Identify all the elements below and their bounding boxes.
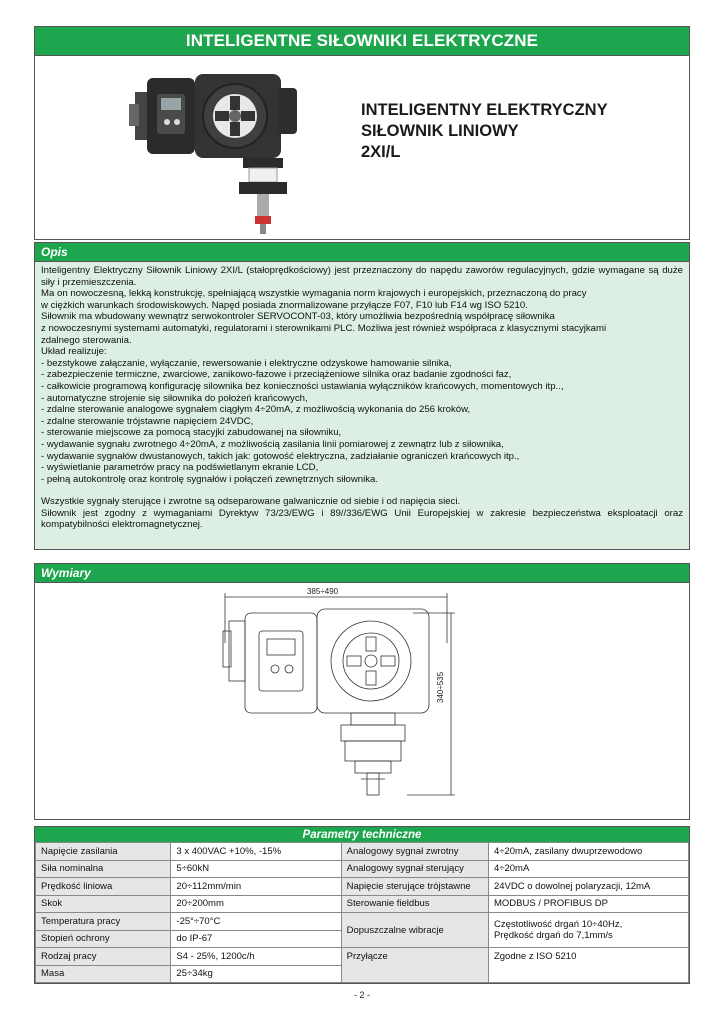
- hero-title-line: INTELIGENTNY ELEKTRYCZNY: [361, 101, 608, 119]
- param-value: S4 - 25%, 1200c/h: [171, 948, 341, 966]
- param-value: 20÷112mm/min: [171, 878, 341, 896]
- param-label: Rodzaj pracy: [36, 948, 171, 966]
- hero-section: [34, 56, 690, 240]
- hero-title: [361, 100, 608, 163]
- opis-line: - sterowanie miejscowe za pomocą stacyjki zabudowanej na siłowniku,: [41, 427, 342, 439]
- param-value: 24VDC o dowolnej polaryzacji, 12mA: [488, 878, 688, 896]
- table-row: [36, 843, 689, 861]
- param-label: Skok: [36, 895, 171, 913]
- opis-body: [34, 262, 690, 550]
- param-label: Siła nominalna: [36, 860, 171, 878]
- actuator-photo: [127, 70, 307, 240]
- wymiary-heading: Wymiary: [41, 566, 91, 580]
- opis-intro: Inteligentny Elektryczny Siłownik Liniowy 2XI/L (stałoprędkościowy) jest przeznaczony do napędu zaworów regulacyjnych, gdzie wymagane są duże siły i przemieszczenia.: [41, 265, 683, 288]
- opis-line: w ciężkich warunkach środowiskowych. Napęd posiada znormalizowane przyłącze F07, F10 lub F14 wg ISO 5210.: [41, 299, 528, 311]
- opis-line: - wydawanie sygnału zwrotnego 4÷20mA, z możliwością zasilania linii pomiarowej z zewnątrz lub z siłownika,: [41, 438, 504, 450]
- opis-line: Ma on nowoczesną, lekką konstrukcję, spełniającą wszystkie wymagania norm krajowych i europejskich, przeznaczoną do pracy: [41, 288, 587, 300]
- opis-line: - bezstykowe załączanie, wyłączanie, rewersowanie i elektryczne odzyskowe hamowanie silnika,: [41, 357, 452, 369]
- banner: [34, 26, 690, 56]
- table-row: [36, 860, 689, 878]
- opis-closing-para: Siłownik jest zgodny z wymaganiami Dyrektyw 73/23/EWG i 89//336/EWG Unii Europejskiej w zakresie bezpieczeństwa eksploatacji oraz kompatybilności elektromagnetycznej.: [41, 507, 683, 531]
- param-value: 3 x 400VAC +10%, -15%: [171, 843, 341, 861]
- page-number: - 2 -: [353, 990, 370, 1000]
- opis-line: - zdalne sterowanie analogowe sygnałem ciągłym 4÷20mA, z możliwością wykonania do 256 kroków,: [41, 404, 471, 416]
- param-label: Temperatura pracy: [36, 913, 171, 931]
- hero-title-line: 2XI/L: [361, 143, 401, 161]
- param-label: Napięcie zasilania: [36, 843, 171, 861]
- param-value: 5÷60kN: [171, 860, 341, 878]
- wymiary-heading-bar: [34, 563, 690, 583]
- table-row: [36, 895, 689, 913]
- params-heading: Parametry techniczne: [302, 828, 422, 841]
- wymiary-body: [34, 583, 690, 820]
- param-label: Napięcie sterujące trójstawne: [341, 878, 488, 896]
- param-value: [488, 913, 688, 948]
- param-label: Przyłącze: [341, 948, 488, 983]
- opis-line: Siłownik ma wbudowany wewnątrz serwokontroler SERVOCONT-03, który umożliwia bezpośrednią współpracę siłownika: [41, 311, 555, 323]
- param-value-line: Częstotliwość drgań 10÷40Hz,: [493, 919, 623, 930]
- opis-line: - pełną autokontrolę oraz kontrolę sygnałów i połączeń zewnętrznych siłownika.: [41, 473, 379, 485]
- hero-title-line: SIŁOWNIK LINIOWY: [361, 122, 519, 140]
- param-label: Analogowy sygnał zwrotny: [341, 843, 488, 861]
- opis-line: - automatyczne strojenie się siłownika do położeń krańcowych,: [41, 392, 308, 404]
- param-label: Stopień ochrony: [36, 930, 171, 948]
- banner-title: INTELIGENTNE SIŁOWNIKI ELEKTRYCZNE: [185, 31, 539, 50]
- param-value: 25÷34kg: [171, 965, 341, 983]
- param-label: Dopuszczalne wibracje: [341, 913, 488, 948]
- opis-line: z nowoczesnymi systemami automatyki, regulatorami i sterownikami PLC. Możliwa jest również współpraca z klasycznymi stacyjkami: [41, 322, 607, 334]
- width-dimension: 385÷490: [307, 587, 339, 596]
- param-value: -25°÷70°C: [171, 913, 341, 931]
- param-value: 4÷20mA: [488, 860, 688, 878]
- param-label: Analogowy sygnał sterujący: [341, 860, 488, 878]
- param-value: Zgodne z ISO 5210: [488, 948, 688, 983]
- param-label: Masa: [36, 965, 171, 983]
- params-section: [34, 826, 690, 984]
- table-row: [36, 878, 689, 896]
- opis-line: - wyświetlanie parametrów pracy na podświetlanym ekranie LCD,: [41, 462, 319, 474]
- param-label: Sterowanie fieldbus: [341, 895, 488, 913]
- param-label: Prędkość liniowa: [36, 878, 171, 896]
- params-heading-bar: [35, 827, 689, 842]
- opis-heading: Opis: [41, 245, 68, 259]
- param-value-line: Prędkość drgań do 7,1mm/s: [493, 930, 613, 941]
- param-value: MODBUS / PROFIBUS DP: [488, 895, 688, 913]
- param-value: 20÷200mm: [171, 895, 341, 913]
- param-value: do IP-67: [171, 930, 341, 948]
- opis-line: - całkowicie programową konfigurację silownika bez konieczności ustawiania wyłączników krańcowych, momentowych itp..,: [41, 380, 564, 392]
- opis-line: zdalnego sterowania.: [41, 334, 132, 346]
- params-table: [35, 842, 689, 983]
- opis-line: - wydawanie sygnałów dwustanowych, takich jak: gotowość elektryczna, zadziałanie ograniczeń krańcowych itp.,: [41, 450, 520, 462]
- param-value: 4÷20mA, zasilany dwuprzewodowo: [488, 843, 688, 861]
- opis-heading-bar: [34, 242, 690, 262]
- opis-line: Układ realizuje:: [41, 346, 107, 358]
- opis-closing-line: Wszystkie sygnały sterujące i zwrotne są odseparowane galwanicznie od siebie i od napięcia sieci.: [41, 496, 461, 508]
- table-row: [36, 913, 689, 931]
- opis-line: - zdalne sterowanie trójstawne napięciem 24VDC,: [41, 415, 254, 427]
- table-row: [36, 948, 689, 966]
- opis-line: - zabezpieczenie termiczne, zwarciowe, zanikowo-fazowe i przeciążeniowe silnika oraz badanie zgodności faz,: [41, 369, 512, 381]
- height-dimension: 340÷535: [436, 671, 445, 703]
